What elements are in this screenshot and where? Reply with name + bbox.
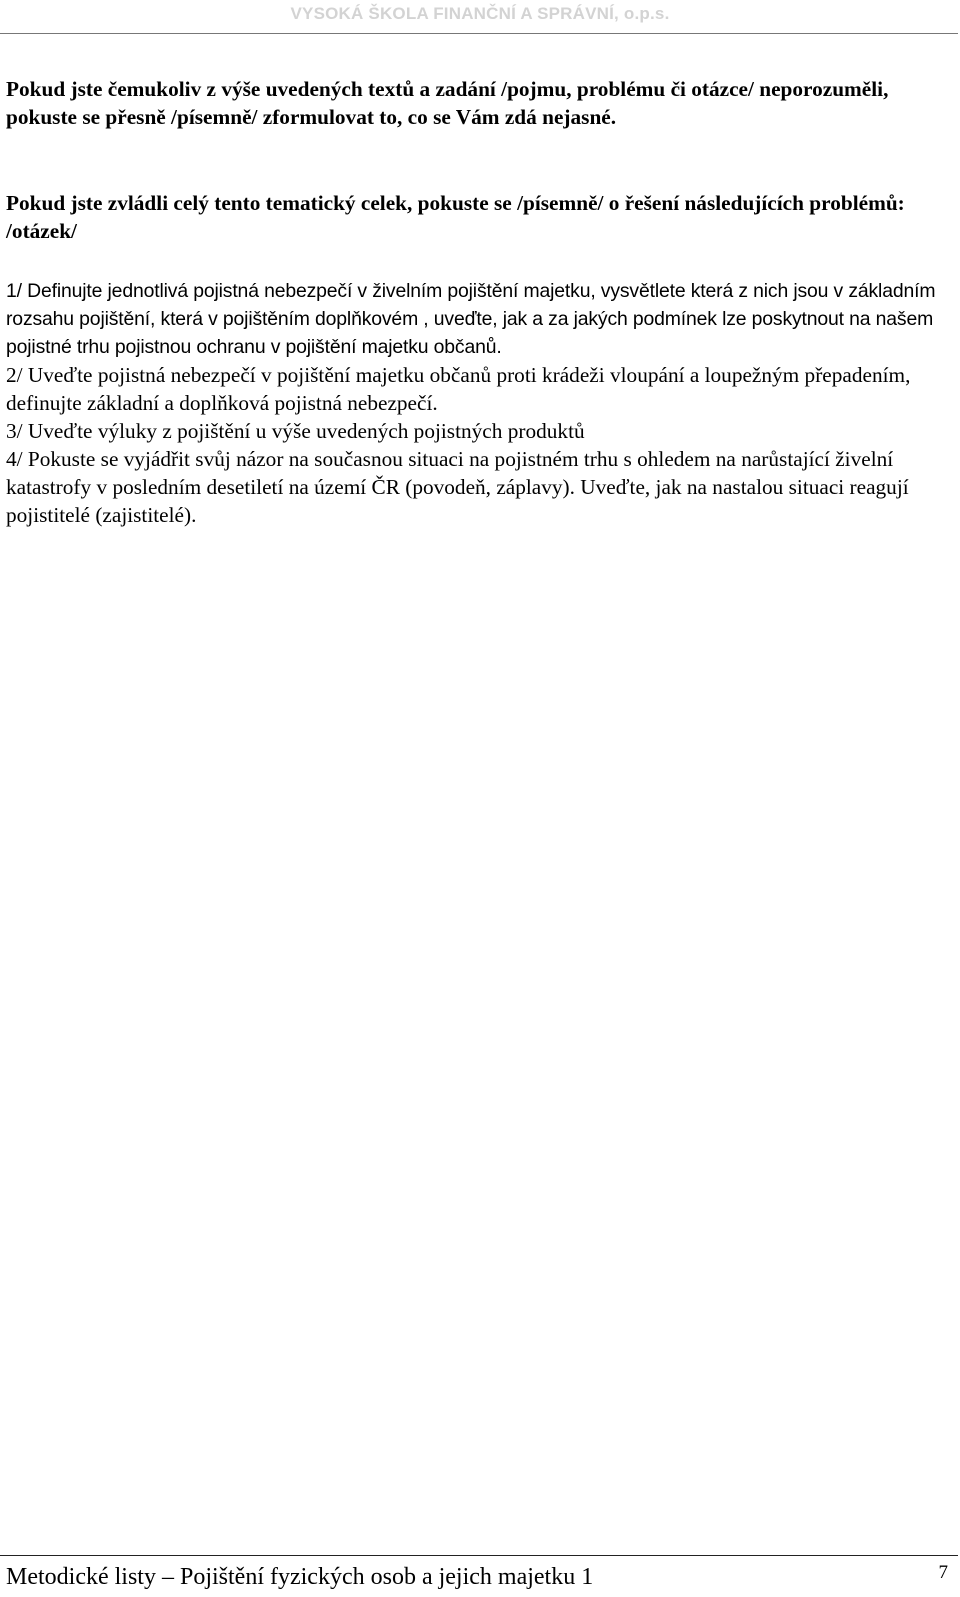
unclear-paragraph: Pokud jste čemukoliv z výše uvedených textů a zadání /pojmu, problému či otázce/ neporozuměli, pokuste se přesně /písemně/ zformulovat to, co se Vám zdá nejasné.	[6, 77, 889, 129]
question-list	[6, 277, 954, 529]
page-number: 7	[938, 1562, 948, 1583]
unclear-paragraph-block	[6, 75, 954, 131]
question-3: 3/ Uveďte výluky z pojištění u výše uvedených pojistných produktů	[6, 419, 585, 443]
mastered-paragraph-block	[6, 189, 954, 245]
footer-divider	[0, 1555, 958, 1556]
footer-title: Metodické listy – Pojištění fyzických osob a jejich majetku 1	[6, 1564, 594, 1590]
page-header-title: VYSOKÁ ŠKOLA FINANČNÍ A SPRÁVNÍ, o.p.s.	[290, 4, 670, 23]
question-2: 2/ Uveďte pojistná nebezpečí v pojištění majetku občanů proti krádeži vloupání a loupežným přepadením, definujte základní a doplňková pojistná nebezpečí.	[6, 363, 911, 415]
mastered-paragraph: Pokud jste zvládli celý tento tematický celek, pokuste se /písemně/ o řešení následujících problémů: /otázek/	[6, 191, 905, 243]
question-4: 4/ Pokuste se vyjádřit svůj názor na současnou situaci na pojistném trhu s ohledem na narůstající živelní katastrofy v posledním desetiletí na území ČR (povodeň, záplavy). Uveďte, jak na nastalou situaci reagují pojistitelé (zajistitelé).	[6, 447, 909, 527]
header-divider	[0, 33, 958, 34]
question-1: 1/ Definujte jednotlivá pojistná nebezpečí v živelním pojištění majetku, vysvětlete která z nich jsou v základním rozsahu pojištění, která v pojištěním doplňkovém , uveďte, jak a za jakých podmínek lze poskytnout na našem pojistné trhu pojistnou ochranu v pojištění majetku občanů.	[6, 280, 936, 358]
